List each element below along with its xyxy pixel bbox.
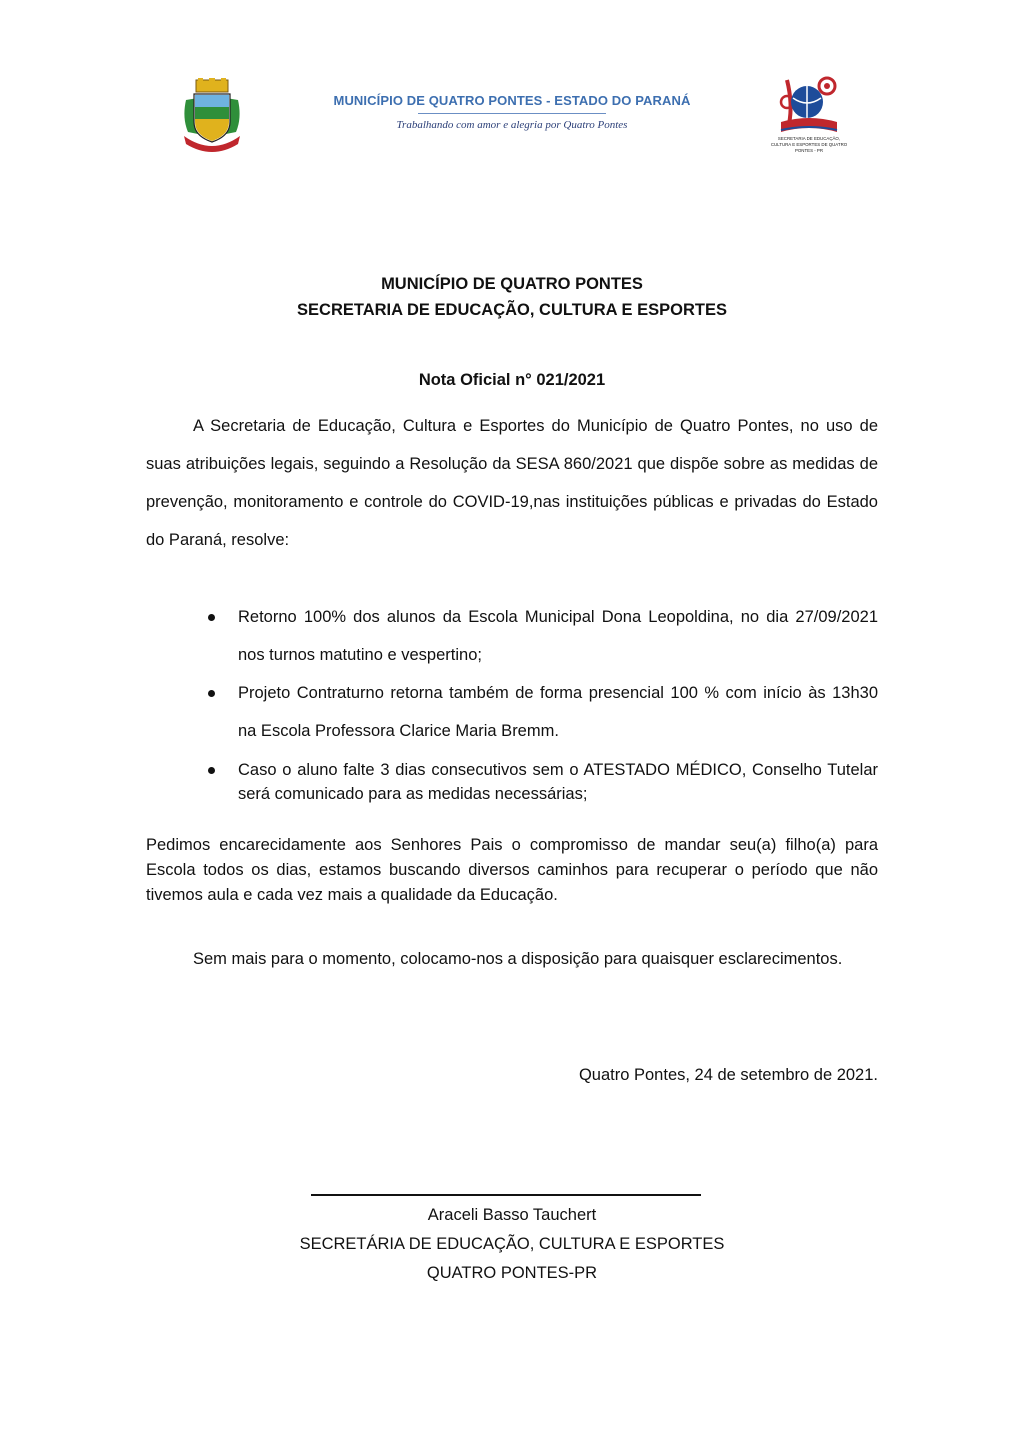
signatory-name: Araceli Basso Tauchert bbox=[427, 1206, 597, 1224]
signatory-role: SECRETÁRIA DE EDUCAÇÃO, CULTURA E ESPORTES bbox=[299, 1235, 725, 1253]
bullet-icon bbox=[208, 767, 215, 774]
list-item bbox=[146, 758, 878, 806]
department-heading: SECRETARIA DE EDUCAÇÃO, CULTURA E ESPORTES bbox=[297, 301, 727, 319]
intro-paragraph: A Secretaria de Educação, Cultura e Esportes do Município de Quatro Pontes, no uso de suas atribuições legais, seguindo a Resolução da SESA 860/2021 que dispõe sobre as medidas de prevenção, monitoramento e controle do COVID-19,nas instituições públicas e privadas do Estado do Paraná, resolve: bbox=[146, 417, 878, 549]
letterhead-slogan: Trabalhando com amor e alegria por Quatro Pontes bbox=[396, 119, 628, 131]
list-item-text: Retorno 100% dos alunos da Escola Municipal Dona Leopoldina, no dia 27/09/2021 nos turnos matutino e vespertino; bbox=[238, 608, 878, 664]
note-title: Nota Oficial n° 021/2021 bbox=[418, 371, 606, 389]
request-paragraph: Pedimos encarecidamente aos Senhores Pais o compromisso de mandar seu(a) filho(a) para Escola todos os dias, estamos buscando diversos caminhos para recuperar o período que não tivemos aula e cada vez mais a qualidade da Educação. bbox=[146, 836, 878, 904]
list-item-text: Projeto Contraturno retorna também de forma presencial 100 % com início às 13h30 na Escola Professora Clarice Maria Bremm. bbox=[238, 684, 878, 740]
department-logo-caption: SECRETARIA DE EDUCAÇÃO, CULTURA E ESPORTES DE QUATRO PONTES - PR bbox=[770, 136, 848, 153]
bullet-icon bbox=[208, 614, 215, 621]
closing-paragraph: Sem mais para o momento, colocamo-nos a disposição para quaisquer esclarecimentos. bbox=[193, 950, 843, 968]
resolution-list bbox=[146, 598, 878, 806]
list-item bbox=[146, 674, 878, 750]
letterhead-title: MUNICÍPIO DE QUATRO PONTES - ESTADO DO PARANÁ bbox=[333, 93, 691, 108]
list-item-text: Caso o aluno falte 3 dias consecutivos sem o ATESTADO MÉDICO, Conselho Tutelar será comunicado para as medidas necessárias; bbox=[238, 761, 878, 803]
letterhead-divider bbox=[418, 113, 606, 114]
bullet-icon bbox=[208, 690, 215, 697]
municipality-heading: MUNICÍPIO DE QUATRO PONTES bbox=[381, 275, 643, 293]
municipal-crest-icon bbox=[176, 78, 248, 154]
place-date: Quatro Pontes, 24 de setembro de 2021. bbox=[578, 1066, 878, 1084]
signature-line bbox=[311, 1194, 701, 1196]
signatory-location: QUATRO PONTES-PR bbox=[426, 1264, 598, 1282]
list-item bbox=[146, 598, 878, 674]
